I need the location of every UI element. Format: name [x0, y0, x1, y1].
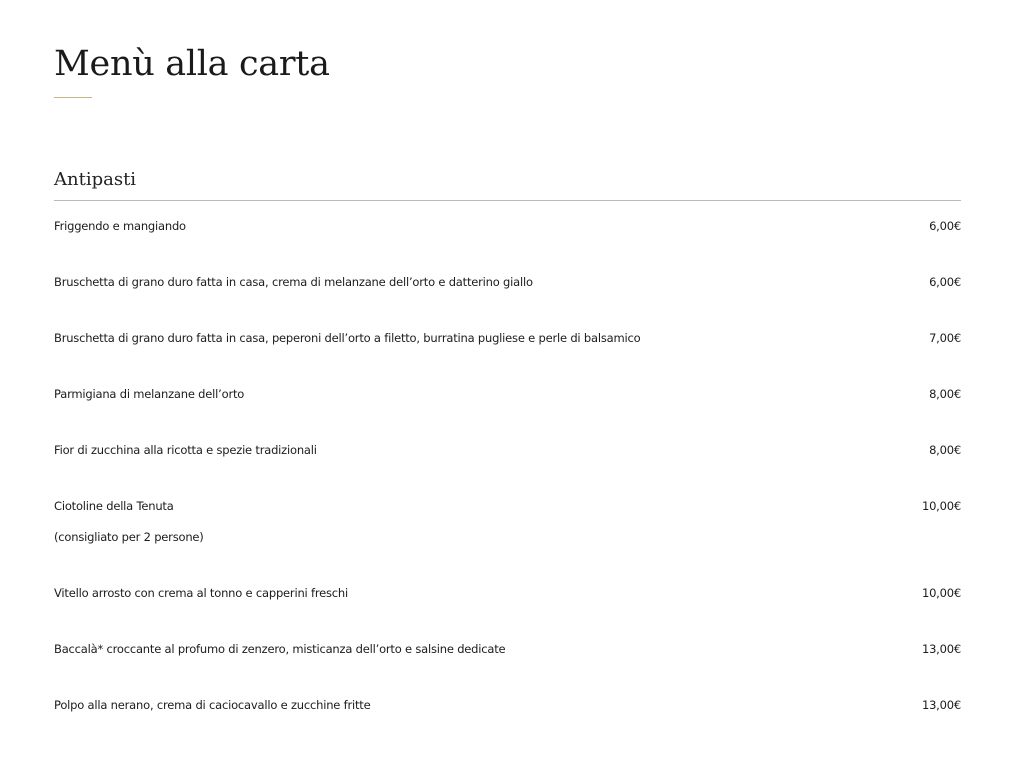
menu-item-price: 6,00€: [929, 275, 961, 289]
menu-item-price: 6,00€: [929, 219, 961, 233]
menu-item-name: Friggendo e mangiando: [54, 219, 186, 233]
menu-item: [54, 680, 961, 736]
menu-item: [54, 481, 961, 568]
menu-item-price: 8,00€: [929, 387, 961, 401]
menu-item-name: Parmigiana di melanzane dell’orto: [54, 387, 245, 401]
menu-item-price: 7,00€: [929, 331, 961, 345]
menu-item: [54, 369, 961, 425]
title-divider: [54, 97, 92, 98]
menu-item: [54, 313, 961, 369]
page-title: Menù alla carta: [54, 44, 330, 84]
menu-item-price: 13,00€: [921, 642, 961, 656]
menu-item: [54, 257, 961, 313]
menu-item-name: Vitello arrosto con crema al tonno e capperini freschi: [54, 586, 348, 600]
menu-item-name: Bruschetta di grano duro fatta in casa, crema di melanzane dell’orto e datterino giallo: [54, 275, 533, 289]
section-antipasti: [54, 167, 961, 736]
menu-item-name: Fior di zucchina alla ricotta e spezie tradizionali: [54, 443, 317, 457]
section-title: Antipasti: [54, 167, 961, 201]
menu-item-name: Ciotoline della Tenuta: [54, 499, 174, 513]
menu-item: [54, 568, 961, 624]
menu-item-price: 8,00€: [929, 443, 961, 457]
menu-item-name: Bruschetta di grano duro fatta in casa, peperoni dell’orto a filetto, burratina pugliese e perle di balsamico: [54, 331, 641, 345]
menu-item-price: 13,00€: [921, 698, 961, 712]
menu-item-price: 10,00€: [921, 586, 961, 600]
menu-item-name: Baccalà* croccante al profumo di zenzero, misticanza dell’orto e salsine dedicate: [54, 642, 506, 656]
menu-item-price: 10,00€: [921, 499, 961, 513]
menu-item-note: (consigliato per 2 persone): [54, 530, 204, 544]
menu-item-name: Polpo alla nerano, crema di caciocavallo e zucchine fritte: [54, 698, 371, 712]
menu-list: [54, 201, 961, 736]
menu-item: [54, 425, 961, 481]
menu-item: [54, 624, 961, 680]
menu-item: [54, 201, 961, 257]
